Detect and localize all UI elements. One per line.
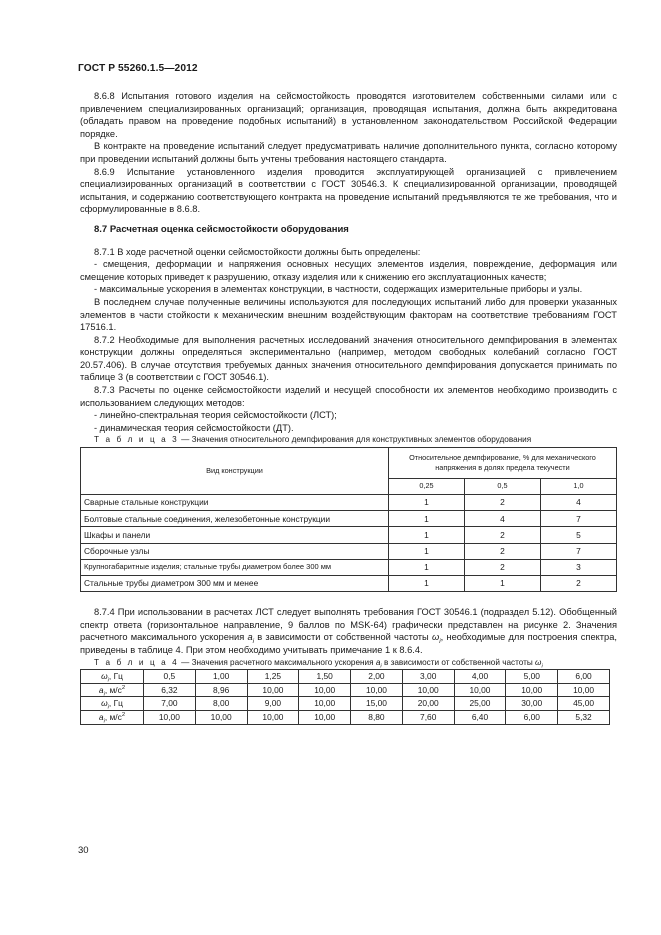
page-number: 30 [78, 845, 89, 856]
label-unit: , м/с [104, 684, 122, 695]
table3-caption [80, 434, 617, 447]
label-unit: , м/с [104, 711, 122, 722]
table-row [81, 670, 610, 684]
table4-cell: 8,96 [195, 683, 247, 697]
label-symbol: a [98, 684, 104, 695]
table-row [81, 710, 610, 724]
symbol-a: a [247, 632, 253, 643]
table3-cell: 7 [541, 511, 617, 527]
table4-cell: 1,00 [195, 670, 247, 684]
document-body [80, 90, 617, 725]
table4-cell: 10,00 [299, 710, 351, 724]
table4-cell: 1,50 [299, 670, 351, 684]
table4-cell: 10,00 [402, 683, 454, 697]
table-row [81, 543, 617, 559]
table4-caption-symbol-omega: ω [535, 657, 542, 667]
table-row [81, 683, 610, 697]
table3-cell: 7 [541, 543, 617, 559]
label-superscript: 2 [121, 712, 126, 719]
table4-label-acceleration [81, 683, 144, 697]
paragraph-8-7-4 [80, 606, 617, 656]
label-superscript: 2 [121, 684, 126, 691]
table3-header-type: Вид конструкции [81, 448, 389, 495]
table4-cell: 45,00 [558, 697, 610, 711]
table4-cell: 10,00 [351, 683, 403, 697]
table4-cell: 8,80 [351, 710, 403, 724]
paragraph-8-7-4-part3: , необходимые для построения спектра, приведены в таблице 4. При этом необходимо учитывать примечание 1 к 8.6.4. [80, 632, 617, 655]
table4-cell: 10,00 [454, 683, 506, 697]
paragraph-8-7-2: 8.7.2 Необходимые для выполнения расчетных исследований значения относительного демпфирования в элементах конструкции должны определяться экспериментально (например, методом свободных колебаний согласно ГОСТ 20.57.406). В случае отсутствия требуемых данных значения относительного демпфирования допускается принимать по таблице 3 (в соответствии с ГОСТ 30546.1). [80, 334, 617, 383]
table3-cell: 5 [541, 527, 617, 543]
table4-cell: 6,00 [506, 710, 558, 724]
label-subscript: i [107, 704, 109, 711]
table3-caption-prefix: Т а б л и ц а 3 [94, 435, 179, 445]
table3-row-name: Шкафы и панели [81, 527, 389, 543]
table-row [81, 559, 617, 575]
table4-cell: 5,00 [506, 670, 558, 684]
table4-caption [80, 657, 617, 670]
table3-subheader: 1,0 [541, 479, 617, 495]
table3-cell: 2 [465, 495, 541, 511]
subscript-i: i [439, 638, 441, 646]
table4-cell: 10,00 [195, 710, 247, 724]
table-row [81, 527, 617, 543]
table4-caption-sub-omega: i [541, 663, 543, 670]
table4-caption-symbol-a: a [375, 657, 381, 667]
table3-cell: 3 [541, 559, 617, 575]
label-symbol: ω [101, 698, 108, 709]
table3-cell: 1 [389, 527, 465, 543]
table4-cell: 10,00 [506, 683, 558, 697]
table4-cell: 3,00 [402, 670, 454, 684]
table4-caption-mid: в зависимости от собственной частоты [381, 657, 536, 667]
table4-cell: 15,00 [351, 697, 403, 711]
table3-cell: 1 [389, 511, 465, 527]
section-title-8-7: 8.7 Расчетная оценка сейсмостойкости оборудования [94, 223, 349, 235]
table3-cell: 1 [389, 543, 465, 559]
table4-label-frequency [81, 670, 144, 684]
table3-cell: 1 [389, 559, 465, 575]
table3-cell: 4 [465, 511, 541, 527]
table4-cell: 9,00 [247, 697, 299, 711]
table4-cell: 6,00 [558, 670, 610, 684]
table3-row-name: Крупногабаритные изделия; стальные трубы диаметром более 300 мм [81, 559, 389, 575]
list-item-lst: - линейно-спектральная теория сейсмостойкости (ЛСТ); [94, 410, 337, 421]
paragraph-8-6-9: 8.6.9 Испытание установленного изделия проводится эксплуатирующей организацией с привлечением специализированных организаций в соответствии с ГОСТ 30546.3. К специализированной организации, проводящей испытания, и содержанию соответствующего контракта на проведение испытаний предъявляются те же требования, что и сформулированные в 8.6.8. [80, 166, 617, 215]
table3-row-name: Болтовые стальные соединения, железобетонные конструкции [81, 511, 389, 527]
table3-row-name: Сварные стальные конструкции [81, 495, 389, 511]
table3-cell: 1 [465, 575, 541, 591]
table4-cell: 5,32 [558, 710, 610, 724]
table3-cell: 2 [465, 527, 541, 543]
table3-subheader: 0,5 [465, 479, 541, 495]
table3-cell: 4 [541, 495, 617, 511]
subscript-i: i [252, 638, 255, 646]
table3-cell: 1 [389, 495, 465, 511]
table3-cell: 2 [541, 575, 617, 591]
symbol-omega: ω [431, 632, 440, 643]
table4-cell: 20,00 [402, 697, 454, 711]
list-item-dt: - динамическая теория сейсмостойкости (ДТ). [94, 422, 294, 433]
paragraph-8-7-4-part2: в зависимости от собственной частоты [254, 632, 432, 643]
table4-cell: 8,00 [195, 697, 247, 711]
document-header: ГОСТ Р 55260.1.5—2012 [78, 63, 198, 74]
table4-cell: 6,40 [454, 710, 506, 724]
paragraph-contract: В контракте на проведение испытаний следует предусматривать наличие дополнительного пункта, согласно которому при проведении испытаний должны быть учтены требования настоящего стандарта. [80, 141, 617, 164]
table4-cell: 10,00 [558, 683, 610, 697]
table4-label-frequency [81, 697, 144, 711]
paragraph-last-case: В последнем случае полученные величины используются для последующих испытаний либо для проверки указанных элементов в части стойкости к механическим внешним воздействующим факторам на соответствие требованиям ГОСТ 17516.1. [80, 296, 617, 333]
label-subscript: i [107, 677, 109, 684]
table3-row-name: Стальные трубы диаметром 300 мм и менее [81, 575, 389, 591]
label-subscript: i [103, 718, 105, 725]
table4-label-acceleration [81, 710, 144, 724]
table4-cell: 10,00 [247, 683, 299, 697]
table-row [81, 575, 617, 591]
table4-caption-sub-a: i [380, 663, 382, 670]
label-symbol: ω [101, 671, 108, 682]
table3-header-damping: Относительное демпфирование, % для механического напряжения в долях предела текучести [389, 448, 617, 479]
table4-cell: 2,00 [351, 670, 403, 684]
table4-cell: 10,00 [144, 710, 196, 724]
table4-cell: 6,32 [144, 683, 196, 697]
table3-row-name: Сборочные узлы [81, 543, 389, 559]
label-unit: , Гц [108, 671, 123, 682]
table4-cell: 0,5 [144, 670, 196, 684]
table4-cell: 10,00 [247, 710, 299, 724]
table4-cell: 10,00 [299, 683, 351, 697]
table4-cell: 1,25 [247, 670, 299, 684]
table4-cell: 10,00 [299, 697, 351, 711]
table3-subheader: 0,25 [389, 479, 465, 495]
table3-header-row [81, 448, 617, 479]
table3-cell: 2 [465, 543, 541, 559]
table-row [81, 511, 617, 527]
table3 [80, 447, 617, 592]
label-unit: , Гц [108, 698, 123, 709]
label-symbol: a [98, 711, 104, 722]
paragraph-8-6-8: 8.6.8 Испытания готового изделия на сейсмостойкость проводятся изготовителем собственными силами или с привлечением специализированных организаций; организация, проводящая испытания, должна быть аккредитована (обладать правом на проведение подобных испытаний) в установленном законодательством Российской Федерации порядке. [80, 91, 617, 139]
table4-cell: 30,00 [506, 697, 558, 711]
table4-caption-prefix: Т а б л и ц а 4 [94, 657, 179, 667]
list-item-accelerations: - максимальные ускорения в элементах конструкции, в частности, содержащих измерительные приборы и узлы. [94, 284, 583, 295]
table3-caption-text: — Значения относительного демпфирования для конструктивных элементов оборудования [178, 435, 532, 445]
table-row [81, 697, 610, 711]
paragraph-8-7-4-part1: 8.7.4 При использовании в расчетах ЛСТ следует выполнять требования ГОСТ 30546.1 (подраздел 5.12). Обобщенный спектр ответа (горизонтальное направление, 9 баллов по MSK-64) графически представлен на рисунке 2. Значения расчетного максимального ускорения [80, 607, 617, 643]
table-row [81, 495, 617, 511]
paragraph-8-7-1: 8.7.1 В ходе расчетной оценки сейсмостойкости должны быть определены: [94, 246, 421, 257]
table4-caption-text: — Значения расчетного максимального ускорения [178, 657, 376, 667]
list-item-displacements: - смещения, деформации и напряжения основных несущих элементов изделия, повреждение, деформация или смещение которых приведет к разрушению, отказу изделия или к снижению его эксплуатационных качеств; [80, 259, 617, 282]
table4-cell: 4,00 [454, 670, 506, 684]
table4-cell: 7,00 [144, 697, 196, 711]
table3-cell: 1 [389, 575, 465, 591]
table4-cell: 25,00 [454, 697, 506, 711]
table3-cell: 2 [465, 559, 541, 575]
table4-cell: 7,60 [402, 710, 454, 724]
table4 [80, 669, 610, 724]
label-subscript: i [103, 691, 105, 698]
paragraph-8-7-3: 8.7.3 Расчеты по оценке сейсмостойкости изделий и несущей способности их элементов необходимо производить с использованием следующих методов: [80, 385, 617, 408]
